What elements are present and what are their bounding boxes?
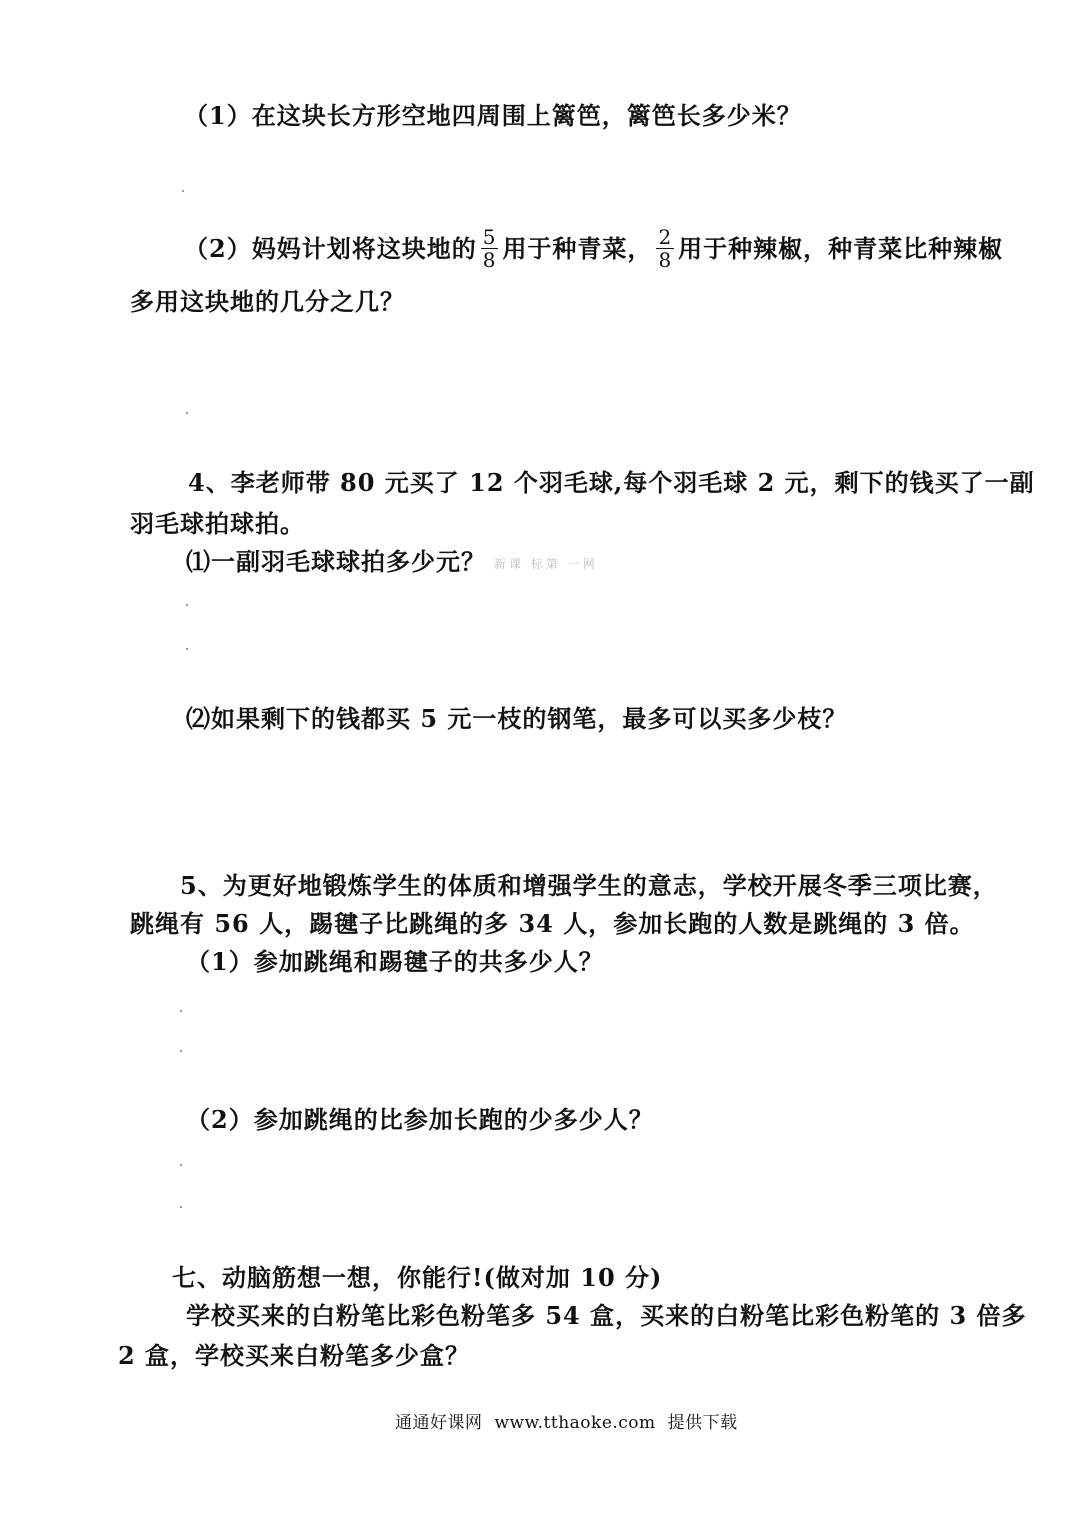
- q4-sub1-text: ⑴一副羽毛球球拍多少元？: [186, 547, 486, 576]
- fraction-numerator: 2: [658, 225, 673, 249]
- q3-sub2-text-b: 用于种青菜，: [502, 234, 653, 263]
- q5-sub2: （2）参加跳绳的比参加长跑的少多少人？: [186, 1105, 654, 1134]
- footer-suffix: 提供下载: [667, 1413, 738, 1433]
- fraction-two-eighths: [656, 226, 674, 271]
- q5-line1: 5、为更好地锻炼学生的体质和增强学生的意志，学校开展冬季三项比赛，: [180, 871, 998, 900]
- q3-sub2-text-c: 用于种辣椒，种青菜比种辣椒: [678, 234, 1004, 263]
- fraction-numerator: 5: [482, 225, 497, 249]
- q4-sub1: [186, 546, 598, 580]
- scan-speck: [180, 1206, 182, 1208]
- scan-speck: [186, 648, 188, 650]
- q4-line1: 4、李老师带 80 元买了 12 个羽毛球,每个羽毛球 2 元，剩下的钱买了一副: [188, 468, 1035, 497]
- scan-speck: [180, 1050, 182, 1052]
- page-footer: [395, 1408, 750, 1433]
- scan-speck: [180, 1164, 182, 1166]
- q4-sub2: ⑵如果剩下的钱都买 5 元一枝的钢笔，最多可以买多少枝？: [186, 704, 848, 733]
- section7-line2: 2 盒，学校买来白粉笔多少盒？: [118, 1341, 471, 1370]
- fraction-denominator: 8: [482, 248, 497, 272]
- section7-heading: 七、动脑筋想一想，你能行!(做对加 10 分): [172, 1263, 663, 1292]
- footer-site-name: 通通好课网: [395, 1413, 483, 1433]
- fraction-five-eighths: [481, 226, 499, 271]
- q5-sub1: （1）参加跳绳和踢毽子的共多少人？: [186, 947, 604, 976]
- q3-sub2-line1: [184, 225, 1004, 273]
- scan-speck: [186, 604, 188, 606]
- q5-line2: 跳绳有 56 人，踢毽子比跳绳的多 34 人，参加长跑的人数是跳绳的 3 倍。: [130, 909, 975, 938]
- q3-sub2-text-a: （2）妈妈计划将这块地的: [184, 234, 477, 263]
- q3-sub2-line2: 多用这块地的几分之几？: [130, 287, 405, 316]
- q3-sub1: （1）在这块长方形空地四周围上篱笆，篱笆长多少米？: [184, 101, 802, 130]
- q4-line2: 羽毛球拍球拍。: [130, 509, 305, 538]
- watermark-text: 新课 标第 一网: [494, 556, 598, 571]
- scan-speck: [182, 190, 184, 192]
- scan-speck: [180, 1010, 182, 1012]
- footer-url: www.tthaoke.com: [494, 1413, 656, 1433]
- scan-speck: [186, 412, 188, 414]
- section7-line1: 学校买来的白粉笔比彩色粉笔多 54 盒，买来的白粉笔比彩色粉笔的 3 倍多: [186, 1301, 1027, 1330]
- fraction-denominator: 8: [658, 248, 673, 272]
